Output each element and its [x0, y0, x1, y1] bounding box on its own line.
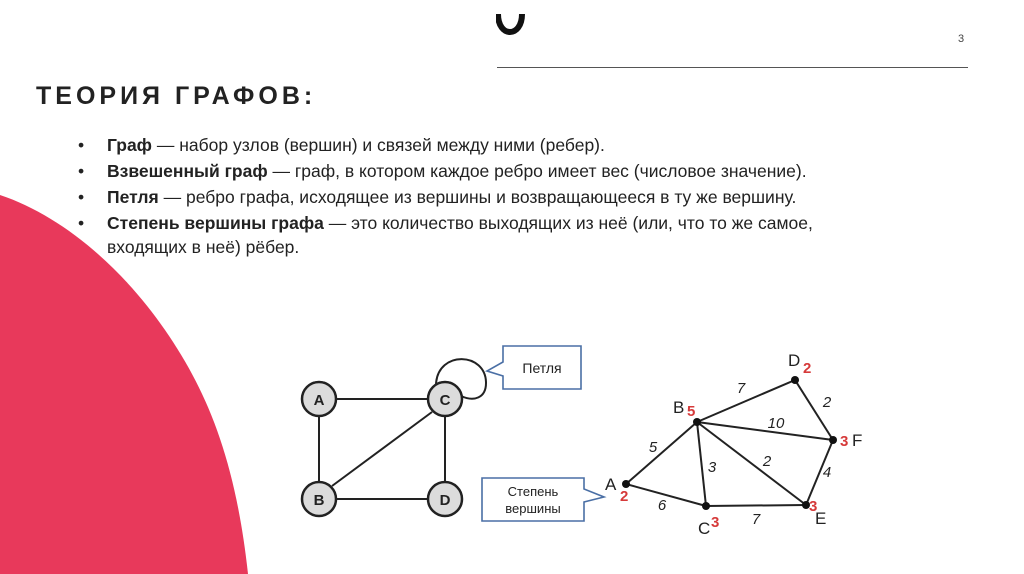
slide-title: ТЕОРИЯ ГРАФОВ: [36, 82, 317, 110]
node-f-label: F [852, 431, 863, 450]
node-a [622, 480, 630, 488]
definition-text: граф, в котором каждое ребро имеет вес (числовое значение). [294, 161, 807, 181]
weight-a-b: 5 [648, 439, 658, 456]
edge-a-b [626, 422, 697, 484]
degree-d: 2 [803, 360, 812, 377]
definition-term: Степень вершины графа [107, 213, 324, 233]
edge-b-c [697, 422, 706, 506]
degree-c: 3 [711, 514, 720, 531]
definition-dash: — [152, 135, 180, 155]
degree-a: 2 [620, 488, 629, 505]
definition-dash: — [323, 213, 352, 233]
node-d [791, 376, 799, 384]
node-e-label: E [815, 509, 827, 528]
definition-text: ребро графа, исходящее из вершины и возвращающееся в ту же вершину. [185, 187, 797, 207]
node-d-label: D [439, 492, 451, 509]
definition-text: набор узлов (вершин) и связей между ними (ребер). [179, 135, 605, 155]
node-a-label: A [605, 475, 617, 494]
weight-c-e: 7 [751, 511, 761, 528]
weight-f-e: 4 [822, 464, 832, 481]
degree-e: 3 [809, 498, 818, 515]
definition-term: Граф [107, 135, 152, 155]
definition-dash: — [158, 187, 186, 207]
node-a-label: A [313, 392, 325, 409]
node-c-label: C [439, 392, 451, 409]
degree-callout-line1: Степень [507, 484, 559, 499]
weight-b-f: 10 [767, 415, 785, 432]
node-b-label: B [673, 398, 685, 417]
weight-b-e: 2 [762, 453, 772, 470]
page-number: 3 [958, 33, 965, 45]
weight-b-c: 3 [707, 459, 717, 476]
degree-b: 5 [687, 403, 696, 420]
degree-f: 3 [840, 433, 849, 450]
weight-b-d: 7 [736, 380, 746, 397]
node-c-label: C [698, 519, 711, 538]
node-c [702, 502, 710, 510]
definition-term: Петля [107, 187, 159, 207]
definition-term: Взвешенный граф [107, 161, 268, 181]
edge-c-e [706, 505, 806, 506]
node-f [829, 436, 837, 444]
loop-callout-text: Петля [522, 360, 562, 376]
definition-dash: — [267, 161, 295, 181]
weight-a-c: 6 [657, 497, 667, 514]
weight-d-f: 2 [822, 394, 832, 411]
degree-callout-line2: вершины [505, 501, 561, 516]
node-d-label: D [788, 351, 801, 370]
definition-text: это количество выходящих из неё (или, что то же самое, входящих в неё) рёбер. [107, 213, 813, 257]
node-b-label: B [313, 492, 325, 509]
